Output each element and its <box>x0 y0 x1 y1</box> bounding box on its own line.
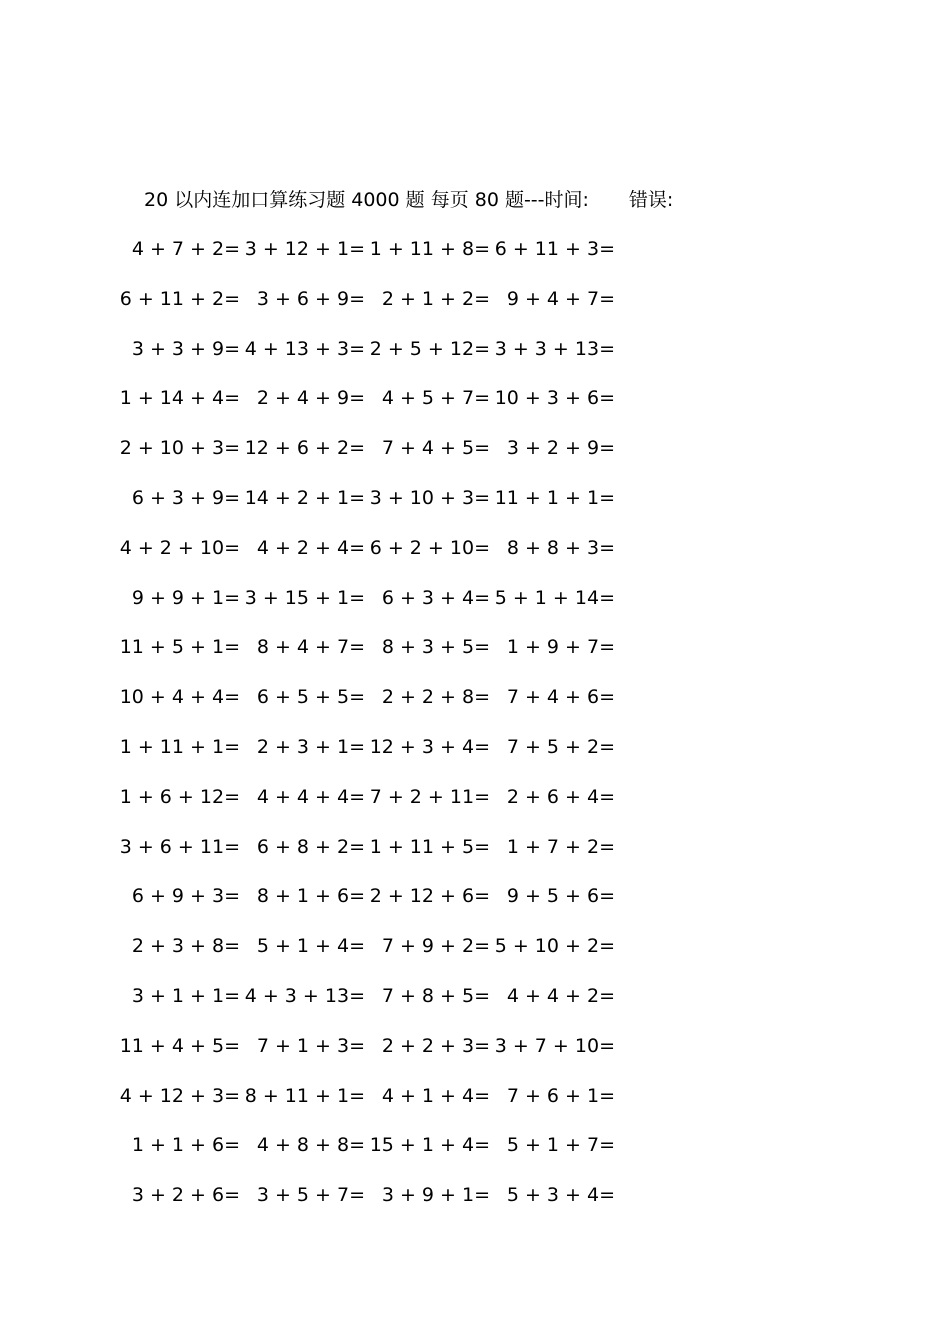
problem-item: 7 + 1 + 3= <box>256 1034 365 1057</box>
problem-row <box>0 932 950 960</box>
problem-item: 2 + 4 + 9= <box>256 387 365 410</box>
problem-row <box>0 683 950 711</box>
problem-row <box>0 335 950 363</box>
problem-item: 2 + 2 + 3= <box>381 1034 490 1057</box>
problem-item: 1 + 11 + 5= <box>369 835 490 858</box>
problem-row <box>0 235 950 263</box>
problem-item: 10 + 4 + 4= <box>119 686 240 709</box>
problem-item: 7 + 9 + 2= <box>381 935 490 958</box>
problem-item: 3 + 3 + 9= <box>131 337 240 360</box>
problem-row <box>0 733 950 761</box>
problem-item: 1 + 11 + 8= <box>369 238 490 260</box>
problem-item: 3 + 1 + 1= <box>131 985 240 1007</box>
problem-item: 3 + 2 + 6= <box>131 1184 240 1207</box>
problem-item: 2 + 3 + 8= <box>131 935 240 958</box>
problem-row <box>0 484 950 512</box>
worksheet-header <box>144 186 673 214</box>
problem-row <box>0 1131 950 1159</box>
problem-item: 9 + 5 + 6= <box>506 885 615 908</box>
problem-item: 7 + 4 + 5= <box>381 437 490 460</box>
problem-item: 10 + 3 + 6= <box>494 387 615 410</box>
problem-item: 5 + 1 + 4= <box>256 935 365 958</box>
problem-item: 2 + 5 + 12= <box>369 337 490 360</box>
problem-item: 2 + 3 + 1= <box>256 736 365 758</box>
error-label: 错误: <box>628 189 674 211</box>
problem-item: 3 + 6 + 11= <box>119 835 240 858</box>
problem-row <box>0 833 950 861</box>
problem-item: 7 + 4 + 6= <box>506 686 615 709</box>
problem-item: 3 + 5 + 7= <box>256 1184 365 1207</box>
problem-item: 1 + 6 + 12= <box>119 785 240 808</box>
problem-item: 8 + 1 + 6= <box>256 885 365 908</box>
problem-row <box>0 882 950 910</box>
problem-item: 4 + 7 + 2= <box>131 238 240 260</box>
problem-item: 4 + 2 + 4= <box>256 536 365 559</box>
problem-row <box>0 584 950 612</box>
problem-item: 14 + 2 + 1= <box>244 487 365 509</box>
problem-item: 6 + 2 + 10= <box>369 536 490 559</box>
problem-item: 4 + 8 + 8= <box>256 1134 365 1157</box>
problem-item: 8 + 3 + 5= <box>381 636 490 659</box>
problem-item: 6 + 8 + 2= <box>256 835 365 858</box>
problem-item: 3 + 15 + 1= <box>244 586 365 609</box>
problem-item: 4 + 12 + 3= <box>119 1084 240 1107</box>
problem-item: 9 + 9 + 1= <box>131 586 240 609</box>
problem-item: 11 + 5 + 1= <box>119 636 240 659</box>
problem-item: 4 + 2 + 10= <box>119 536 240 559</box>
problem-item: 6 + 9 + 3= <box>131 885 240 908</box>
problem-item: 9 + 4 + 7= <box>506 287 615 310</box>
problem-item: 1 + 11 + 1= <box>119 736 240 758</box>
problem-item: 5 + 10 + 2= <box>494 935 615 958</box>
problem-item: 7 + 5 + 2= <box>506 736 615 758</box>
problem-item: 6 + 5 + 5= <box>256 686 365 709</box>
problem-item: 3 + 12 + 1= <box>244 238 365 260</box>
problem-item: 4 + 5 + 7= <box>381 387 490 410</box>
problem-item: 1 + 1 + 6= <box>131 1134 240 1157</box>
problem-item: 6 + 3 + 9= <box>131 487 240 509</box>
problem-item: 3 + 3 + 13= <box>494 337 615 360</box>
problem-row <box>0 434 950 462</box>
problem-item: 12 + 6 + 2= <box>244 437 365 460</box>
problem-item: 1 + 7 + 2= <box>506 835 615 858</box>
problem-item: 2 + 10 + 3= <box>119 437 240 460</box>
problem-item: 6 + 11 + 2= <box>119 287 240 310</box>
problem-item: 11 + 4 + 5= <box>119 1034 240 1057</box>
problem-row <box>0 1181 950 1209</box>
problem-item: 2 + 2 + 8= <box>381 686 490 709</box>
problem-item: 7 + 8 + 5= <box>381 985 490 1007</box>
problem-item: 8 + 11 + 1= <box>244 1084 365 1107</box>
problem-item: 5 + 1 + 7= <box>506 1134 615 1157</box>
problem-item: 8 + 4 + 7= <box>256 636 365 659</box>
problem-row <box>0 982 950 1010</box>
problem-item: 3 + 6 + 9= <box>256 287 365 310</box>
problem-item: 4 + 4 + 2= <box>506 985 615 1007</box>
problem-item: 4 + 3 + 13= <box>244 985 365 1007</box>
problem-item: 3 + 9 + 1= <box>381 1184 490 1207</box>
problem-item: 2 + 6 + 4= <box>506 785 615 808</box>
problem-row <box>0 1082 950 1110</box>
problem-item: 2 + 12 + 6= <box>369 885 490 908</box>
problem-item: 6 + 11 + 3= <box>494 238 615 260</box>
problem-item: 7 + 6 + 1= <box>506 1084 615 1107</box>
problem-item: 4 + 1 + 4= <box>381 1084 490 1107</box>
problem-item: 12 + 3 + 4= <box>369 736 490 758</box>
problem-row <box>0 633 950 661</box>
problem-item: 3 + 7 + 10= <box>494 1034 615 1057</box>
problem-item: 6 + 3 + 4= <box>381 586 490 609</box>
problem-item: 2 + 1 + 2= <box>381 287 490 310</box>
problem-row <box>0 783 950 811</box>
problem-item: 3 + 2 + 9= <box>506 437 615 460</box>
worksheet-title: 20 以内连加口算练习题 4000 题 每页 80 题---时间: <box>144 189 589 211</box>
problem-item: 8 + 8 + 3= <box>506 536 615 559</box>
problem-row <box>0 285 950 313</box>
problem-row <box>0 384 950 412</box>
problem-item: 5 + 1 + 14= <box>494 586 615 609</box>
problem-item: 5 + 3 + 4= <box>506 1184 615 1207</box>
problem-item: 4 + 13 + 3= <box>244 337 365 360</box>
problem-row <box>0 1032 950 1060</box>
problem-item: 3 + 10 + 3= <box>369 487 490 509</box>
problem-item: 4 + 4 + 4= <box>256 785 365 808</box>
problem-item: 1 + 9 + 7= <box>506 636 615 659</box>
problem-row <box>0 534 950 562</box>
problem-item: 11 + 1 + 1= <box>494 487 615 509</box>
problem-item: 15 + 1 + 4= <box>369 1134 490 1157</box>
problem-item: 7 + 2 + 11= <box>369 785 490 808</box>
problem-item: 1 + 14 + 4= <box>119 387 240 410</box>
